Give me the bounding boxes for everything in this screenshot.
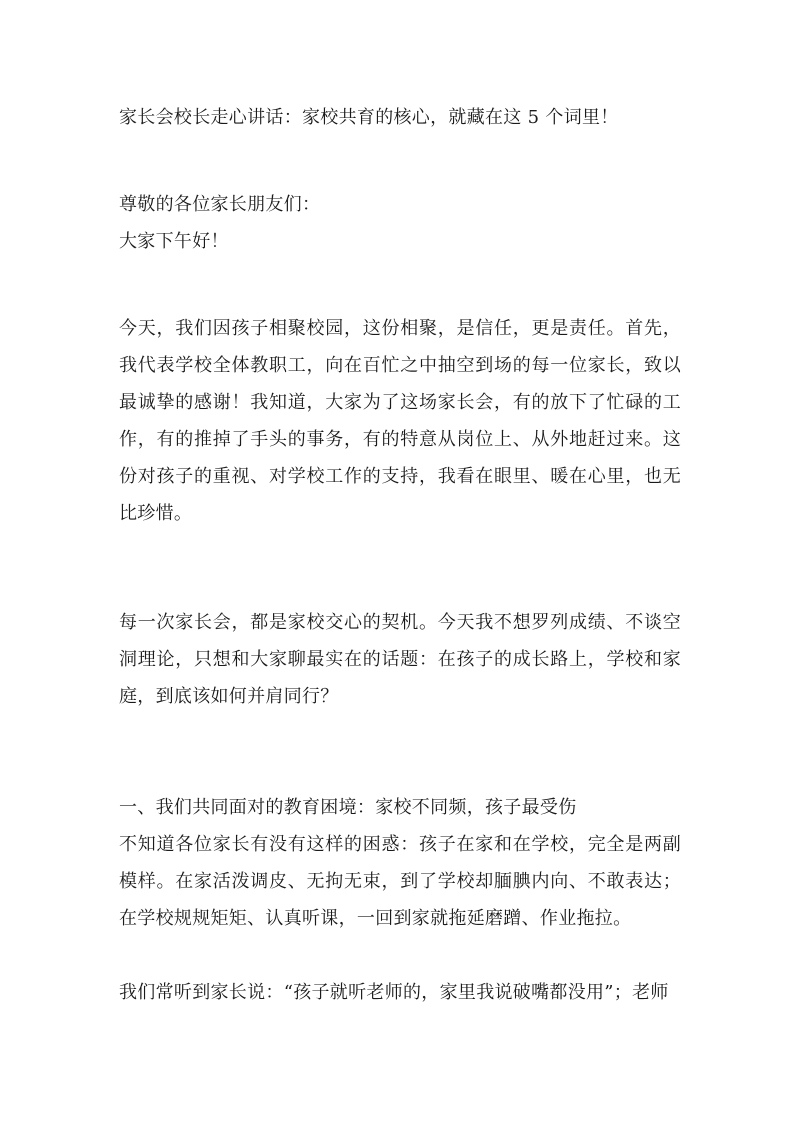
paragraph-text: 我们常听到家长说：“孩子就听老师的，家里我说破嘴都没用”；老师 bbox=[119, 982, 669, 1003]
paragraph-topic bbox=[119, 604, 681, 715]
section-heading-text: 一、我们共同面对的教育困境：家校不同频，孩子最受伤 bbox=[119, 797, 577, 818]
section-heading bbox=[119, 789, 681, 826]
paragraph-quote bbox=[119, 974, 681, 1011]
paragraph-intro bbox=[119, 310, 681, 532]
paragraph-text: 每一次家长会，都是家校交心的契机。今天我不想罗列成绩、不谈空洞理论，只想和大家聊最实在的话题：在孩子的成长路上，学校和家庭，到底该如何并肩同行？ bbox=[119, 612, 681, 707]
paragraph-text: 今天，我们因孩子相聚校园，这份相聚，是信任，更是责任。首先，我代表学校全体教职工，向在百忙之中抽空到场的每一位家长，致以最诚挚的感谢！我知道，大家为了这场家长会，有的放下了忙碌的工作，有的推掉了手头的事务，有的特意从岗位上、从外地赶过来。这份对孩子的重视、对学校工作的支持，我看在眼里、暖在心里，也无比珍惜。 bbox=[119, 318, 681, 524]
salutation bbox=[119, 186, 681, 223]
document-title bbox=[119, 99, 681, 136]
salutation-text: 尊敬的各位家长朋友们： bbox=[119, 194, 321, 215]
greeting-text: 大家下午好！ bbox=[119, 231, 229, 252]
paragraph-dilemma bbox=[119, 826, 681, 937]
title-text: 家长会校长走心讲话：家校共育的核心，就藏在这 5 个词里！ bbox=[119, 107, 619, 128]
paragraph-text: 不知道各位家长有没有这样的困惑：孩子在家和在学校，完全是两副模样。在家活泼调皮、无拘无束，到了学校却腼腆内向、不敢表达；在学校规规矩矩、认真听课，一回到家就拖延磨蹭、作业拖拉。 bbox=[119, 834, 681, 929]
greeting bbox=[119, 223, 681, 260]
